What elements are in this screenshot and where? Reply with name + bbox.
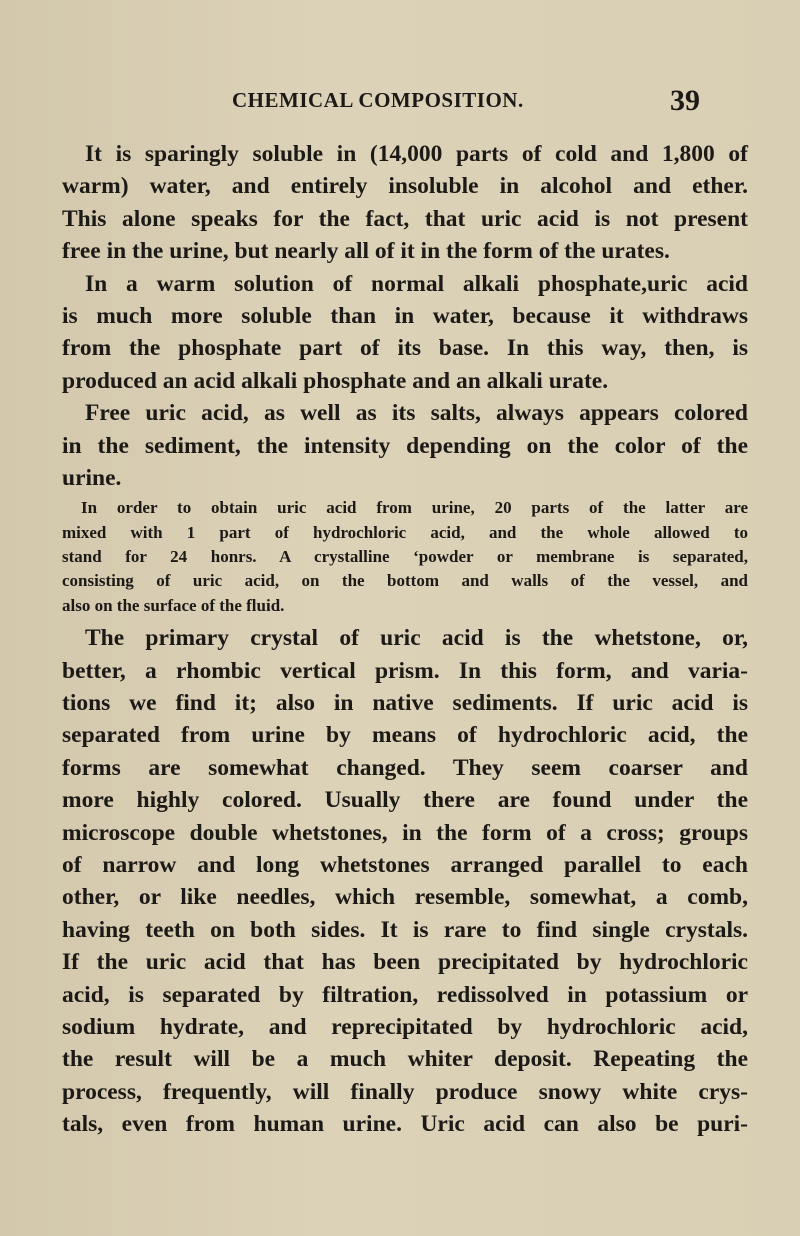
text-line: tions we find it; also in native sediments. If uric acid is bbox=[62, 690, 748, 717]
running-title: CHEMICAL COMPOSITION. bbox=[232, 88, 524, 112]
paragraph-procedure-note bbox=[62, 496, 748, 618]
text-line: If the uric acid that has been precipitated by hydrochloric bbox=[62, 949, 748, 976]
text-line: urine. bbox=[62, 464, 122, 491]
body-text bbox=[62, 138, 748, 1141]
paragraph-phosphate bbox=[62, 268, 748, 398]
text-line: The primary crystal of uric acid is the whetstone, or, bbox=[85, 625, 748, 652]
text-line: produced an acid alkali phosphate and an alkali urate. bbox=[62, 367, 609, 394]
text-line: microscope double whetstones, in the form of a cross; groups bbox=[62, 819, 748, 846]
text-line: the result will be a much whiter deposit. Repeating the bbox=[62, 1046, 748, 1073]
text-line: sodium hydrate, and reprecipitated by hydrochloric acid, bbox=[62, 1013, 748, 1040]
text-line: having teeth on both sides. It is rare to find single crystals. bbox=[62, 916, 748, 943]
text-line: consisting of uric acid, on the bottom and walls of the vessel, and bbox=[62, 571, 748, 591]
text-line: In a warm solution of normal alkali phosphate,uric acid bbox=[85, 270, 748, 297]
text-line: stand for 24 honrs. A crystalline ‘powder or membrane is separated, bbox=[62, 547, 748, 567]
text-line: It is sparingly soluble in (14,000 parts of cold and 1,800 of bbox=[85, 141, 748, 167]
text-line: is much more soluble than in water, because it withdraws bbox=[62, 302, 748, 329]
running-head bbox=[0, 84, 800, 124]
text-line: more highly colored. Usually there are found under the bbox=[62, 787, 748, 814]
text-line: other, or like needles, which resemble, somewhat, a comb, bbox=[62, 884, 748, 911]
text-line: free in the urine, but nearly all of it in the form of the urates. bbox=[62, 238, 670, 265]
text-line: of narrow and long whetstones arranged parallel to each bbox=[62, 851, 748, 878]
text-line: separated from urine by means of hydrochloric acid, the bbox=[62, 722, 748, 749]
text-line: warm) water, and entirely insoluble in alcohol and ether. bbox=[62, 173, 748, 200]
text-line: also on the surface of the fluid. bbox=[62, 595, 285, 615]
text-line: This alone speaks for the fact, that uric acid is not present bbox=[62, 205, 748, 232]
page-number: 39 bbox=[670, 84, 700, 117]
text-line: better, a rhombic vertical prism. In this form, and varia- bbox=[62, 657, 748, 684]
text-line: mixed with 1 part of hydrochloric acid, and the whole allowed to bbox=[62, 522, 748, 542]
text-line: in the sediment, the intensity depending on the color of the bbox=[62, 432, 748, 459]
paragraph-solubility bbox=[62, 138, 748, 268]
text-line: Free uric acid, as well as its salts, always appears colored bbox=[85, 400, 748, 427]
text-line: from the phosphate part of its base. In this way, then, is bbox=[62, 335, 748, 362]
text-line: In order to obtain uric acid from urine, 20 parts of the latter are bbox=[81, 498, 748, 518]
paragraph-color bbox=[62, 397, 748, 494]
paragraph-crystal-forms bbox=[62, 622, 748, 1140]
text-line: forms are somewhat changed. They seem coarser and bbox=[62, 754, 748, 781]
text-line: acid, is separated by filtration, redissolved in potassium or bbox=[62, 981, 748, 1008]
text-line: process, frequently, will finally produce snowy white crys- bbox=[62, 1078, 748, 1105]
text-line: tals, even from human urine. Uric acid can also be puri- bbox=[62, 1111, 748, 1138]
